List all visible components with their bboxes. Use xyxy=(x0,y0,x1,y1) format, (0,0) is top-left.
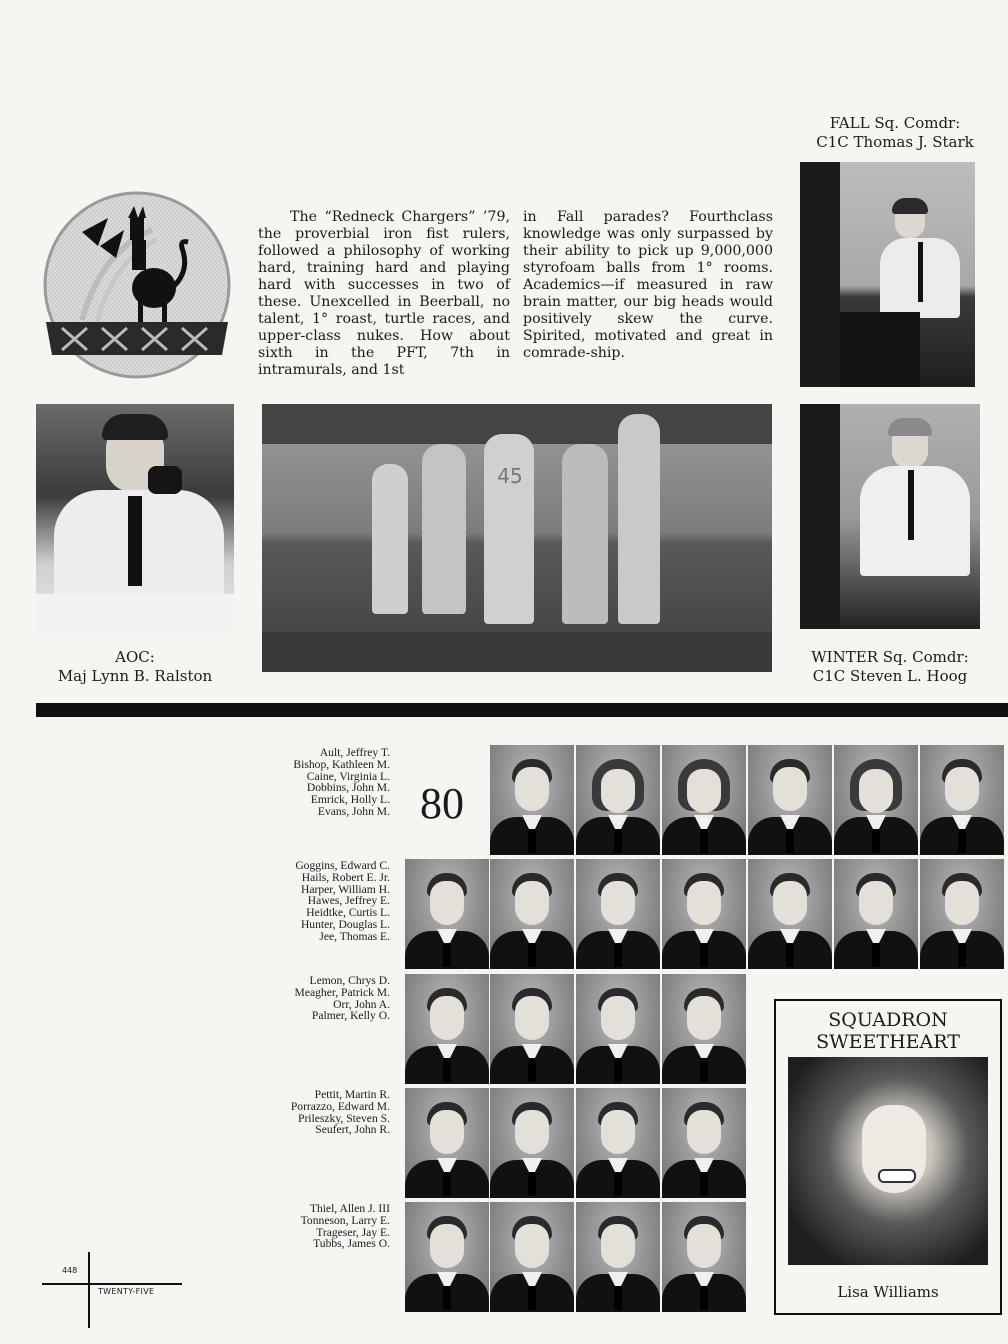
name-entry: Hunter, Douglas L. xyxy=(300,917,390,931)
intro-text-column-1: The “Redneck Chargers” ’79, the proverbial iron fist rulers, followed a philosophy of working hard, training hard and playing hard with successes in two of these. Unexcelled in Beerball, no talent, 1° roast, turtle races, and upper-class nukes. How about sixth in the PFT, 7th in intramurals, and 1st xyxy=(258,209,510,378)
name-list-row-2 xyxy=(230,860,390,943)
name-entry: Trageser, Jay E. xyxy=(316,1225,390,1239)
sweetheart-title-line-1: SQUADRON xyxy=(828,1009,948,1031)
section-divider xyxy=(36,703,1008,717)
aoc-name: Maj Lynn B. Ralston xyxy=(57,667,213,685)
fall-commander-title: FALL Sq. Comdr: xyxy=(829,114,961,132)
fall-commander-caption xyxy=(800,114,990,152)
cadet-portrait xyxy=(490,974,574,1084)
winter-commander-caption xyxy=(790,648,990,686)
name-entry: Thiel, Allen J. III xyxy=(309,1202,390,1215)
footer-vertical-rule xyxy=(88,1252,90,1328)
cadet-portrait xyxy=(576,745,660,855)
cadet-portrait xyxy=(490,859,574,969)
cadet-portrait xyxy=(405,1202,489,1312)
class-year: 80 xyxy=(420,779,464,828)
cadet-portrait xyxy=(748,859,832,969)
intro-text-column-2: in Fall parades? Fourthclass knowledge was only surpassed by their ability to pick up 9,000,000 styrofoam balls from 1° rooms. Academics—if measured in raw brain matter, our big heads would positively skew the curve. Spirited, motivated and great in comrade-ship. xyxy=(523,209,773,361)
cadet-portrait xyxy=(748,745,832,855)
page-number: 448 xyxy=(62,1266,78,1275)
name-entry: Jee, Thomas E. xyxy=(319,929,390,943)
name-entry: Hails, Robert E. Jr. xyxy=(301,870,390,884)
name-entry: Ault, Jeffrey T. xyxy=(319,746,390,759)
cadet-portrait xyxy=(490,1088,574,1198)
sweetheart-photo xyxy=(788,1057,988,1265)
aoc-caption xyxy=(36,648,234,686)
cadet-portrait xyxy=(834,859,918,969)
name-entry: Orr, John A. xyxy=(333,997,390,1011)
name-entry: Lemon, Chrys D. xyxy=(309,974,390,987)
name-entry: Caine, Virginia L. xyxy=(306,769,390,783)
cadet-portrait xyxy=(405,974,489,1084)
winter-commander-title: WINTER Sq. Comdr: xyxy=(811,648,969,666)
cadet-portrait xyxy=(576,1202,660,1312)
sweetheart-title-line-2: SWEETHEART xyxy=(816,1031,960,1053)
squadron-name: TWENTY-FIVE xyxy=(98,1287,155,1296)
cadet-portrait xyxy=(576,859,660,969)
squadron-patch xyxy=(42,190,232,380)
cadet-portrait xyxy=(834,745,918,855)
cadet-portrait xyxy=(662,1088,746,1198)
cadet-portrait xyxy=(405,859,489,969)
name-entry: Evans, John M. xyxy=(317,804,390,818)
name-entry: Harper, William H. xyxy=(300,882,390,896)
cadet-portrait xyxy=(490,1202,574,1312)
cadet-portrait xyxy=(576,1088,660,1198)
name-list-row-1 xyxy=(230,747,390,818)
name-list-row-3 xyxy=(230,975,390,1022)
gym-group-photo xyxy=(262,404,772,672)
name-list-row-4 xyxy=(230,1089,390,1136)
cadet-portrait xyxy=(662,745,746,855)
name-list-row-5 xyxy=(230,1203,390,1250)
cadet-portrait xyxy=(662,974,746,1084)
name-entry: Seufert, John R. xyxy=(315,1123,390,1137)
sweetheart-name: Lisa Williams xyxy=(837,1283,939,1301)
fall-commander-name: C1C Thomas J. Stark xyxy=(816,133,974,151)
name-entry: Meagher, Patrick M. xyxy=(294,985,390,999)
name-entry: Palmer, Kelly O. xyxy=(311,1009,390,1023)
cadet-portrait xyxy=(920,859,1004,969)
name-entry: Pettit, Martin R. xyxy=(314,1088,390,1101)
jersey-number: 45 xyxy=(497,464,523,488)
name-entry: Hawes, Jeffrey E. xyxy=(307,894,390,908)
name-entry: Prileszky, Steven S. xyxy=(298,1111,390,1125)
name-entry: Porrazzo, Edward M. xyxy=(290,1099,390,1113)
cadet-portrait xyxy=(576,974,660,1084)
name-entry: Bishop, Kathleen M. xyxy=(293,757,390,771)
name-entry: Tonneson, Larry E. xyxy=(300,1213,390,1227)
name-entry: Dobbins, John M. xyxy=(306,781,390,795)
name-entry: Tubbs, James O. xyxy=(313,1237,390,1251)
cadet-portrait xyxy=(662,859,746,969)
cadet-portrait xyxy=(920,745,1004,855)
name-entry: Emrick, Holly L. xyxy=(310,793,390,807)
winter-commander-photo xyxy=(800,404,980,629)
aoc-title: AOC: xyxy=(115,648,155,666)
aoc-photo xyxy=(36,404,234,632)
name-entry: Heidtke, Curtis L. xyxy=(306,906,390,920)
cadet-portrait xyxy=(490,745,574,855)
cadet-portrait xyxy=(405,1088,489,1198)
footer-horizontal-rule xyxy=(42,1283,182,1285)
squadron-patch-emblem xyxy=(42,190,232,380)
sweetheart-panel xyxy=(774,999,1002,1315)
fall-commander-photo xyxy=(800,162,975,387)
name-entry: Goggins, Edward C. xyxy=(295,859,390,872)
cadet-portrait xyxy=(662,1202,746,1312)
winter-commander-name: C1C Steven L. Hoog xyxy=(812,667,968,685)
